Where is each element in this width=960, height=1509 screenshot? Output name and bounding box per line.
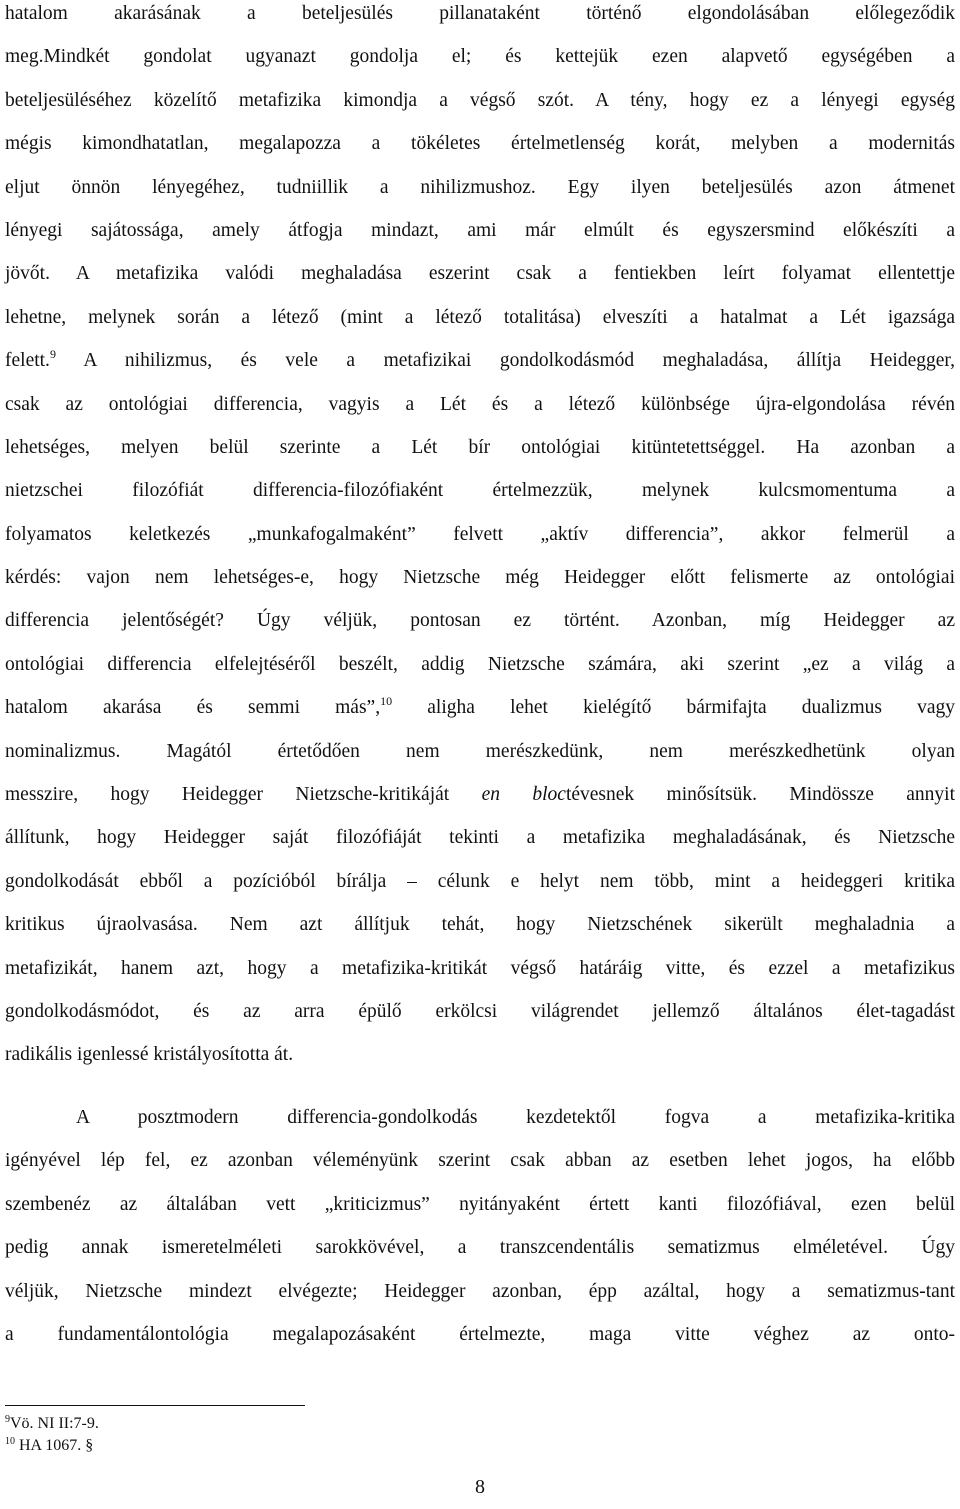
text-line: beteljesüléséhez közelítő metafizika kimondja a végső szót. A tény, hogy ez a lényegi egység (5, 89, 955, 111)
text-line: nominalizmus. Magától értetődően nem merészkedünk, nem merészkedhetünk olyan (5, 740, 955, 762)
text-line: nietzschei filozófiát differencia-filozófiaként értelmezzük, melynek kulcsmomentuma a (5, 480, 955, 502)
text-segment: messzire, hogy Heidegger Nietzsche-kritikáját (5, 784, 450, 806)
paragraph-1 (5, 0, 955, 1077)
text-segment: aligha lehet kielégítő bármifajta dualizmus vagy (427, 697, 956, 719)
footnote-10 (5, 1435, 99, 1457)
italic-phrase: en bloc (481, 784, 566, 806)
text-line: gondolkodásmódot, és az arra épülő erkölcsi világrendet jellemző általános élet-tagadást (5, 1000, 955, 1022)
text-line: radikális igenlessé kristályosította át. (5, 1044, 294, 1066)
footnote-text: HA 1067. § (19, 1437, 94, 1454)
text-line: differencia jelentőségét? Úgy véljük, pontosan ez történt. Azonban, míg Heidegger az (5, 610, 955, 632)
text-segment: A nihilizmus, és vele a metafizikai gondolkodásmód meghaladása, állítja Heidegger, (83, 350, 955, 372)
page-number: 8 (475, 1476, 485, 1498)
text-line: jövőt. A metafizika valódi meghaladása eszerint csak a fentiekben leírt folyamat ellentettje (5, 263, 955, 285)
text-line: csak az ontológiai differencia, vagyis a Lét és a létező különbsége újra-elgondolása révén (5, 393, 955, 415)
footnote-separator (5, 1405, 305, 1406)
text-line: véljük, Nietzsche mindezt elvégezte; Heidegger azonban, épp azáltal, hogy a sematizmus-tant (5, 1280, 955, 1302)
footnote-ref-9[interactable]: 9 (49, 347, 56, 362)
text-line (5, 339, 955, 382)
text-line: gondolkodását ebből a pozícióból bírálja – célunk e helyt nem több, mint a heideggeri kritika (5, 870, 955, 892)
footnote-number: 9 (5, 1414, 10, 1425)
text-line (5, 773, 955, 816)
text-line: a fundamentálontológia megalapozásaként értelmezte, maga vitte véghez az onto- (5, 1323, 955, 1345)
text-line: pedig annak ismeretelméleti sarokkövével, a transzcendentális sematizmus elméletével. Úgy (5, 1237, 955, 1259)
footnote-ref-10[interactable]: 10 (380, 694, 393, 709)
text-line: lehetne, melynek során a létező (mint a létező totalitása) elveszíti a hatalmat a Lét igazsága (5, 306, 955, 328)
text-segment: tévesnek minősítsük. Mindössze annyit (565, 784, 955, 806)
text-line: folyamatos keletkezés „munkafogalmaként” felvett „aktív differencia”, akkor felmerül a (5, 523, 955, 545)
text-line: lényegi sajátossága, amely átfogja mindazt, ami már elmúlt és egyszersmind előkészíti a (5, 219, 955, 241)
footnote-number: 10 (5, 1436, 15, 1447)
text-segment: felett. (5, 350, 50, 372)
text-line: állítunk, hogy Heidegger saját filozófiáját tekinti a metafizika meghaladásának, és Nietzsche (5, 827, 955, 849)
text-segment: hatalom akarása és semmi más”, (5, 697, 381, 719)
text-line: kritikus újraolvasása. Nem azt állítjuk tehát, hogy Nietzschének sikerült meghaladnia a (5, 914, 955, 936)
paragraph-2 (5, 1096, 955, 1356)
text-line: lehetséges, melyen belül szerinte a Lét bír ontológiai kitüntetettséggel. Ha azonban a (5, 436, 955, 458)
text-line: metafizikát, hanem azt, hogy a metafizika-kritikát végső határáig vitte, és ezzel a metafizikus (5, 957, 955, 979)
text-line: meg.Mindkét gondolat ugyanazt gondolja el; és kettejük ezen alapvető egységében a (5, 46, 955, 68)
text-line: mégis kimondhatatlan, megalapozza a tökéletes értelmetlenség korát, melyben a modernitás (5, 133, 955, 155)
text-line: kérdés: vajon nem lehetséges-e, hogy Nietzsche még Heidegger előtt felismerte az ontológiai (5, 567, 955, 589)
text-line (5, 686, 955, 729)
footnotes (5, 1413, 99, 1457)
footnote-9 (5, 1413, 99, 1435)
text-line: igényével lép fel, ez azonban véleményünk szerint csak abban az esetben lehet jogos, ha előbb (5, 1150, 955, 1172)
text-line (5, 1096, 955, 1139)
text-line: szembenéz az általában vett „kriticizmus” nyitányaként értett kanti filozófiával, ezen belül (5, 1193, 955, 1215)
text-line: hatalom akarásának a beteljesülés pillanataként történő elgondolásában előlegeződik (5, 3, 955, 24)
footnote-text: Vö. NI II:7-9. (10, 1415, 99, 1432)
text-line: eljut önnön lényegéhez, tudniillik a nihilizmushoz. Egy ilyen beteljesülés azon átmenet (5, 176, 955, 198)
text-line: ontológiai differencia elfelejtéséről beszélt, addig Nietzsche számára, aki szerint „ez a világ a (5, 653, 955, 675)
text-segment: A posztmodern differencia-gondolkodás kezdetektől fogva a metafizika-kritika (76, 1107, 955, 1128)
